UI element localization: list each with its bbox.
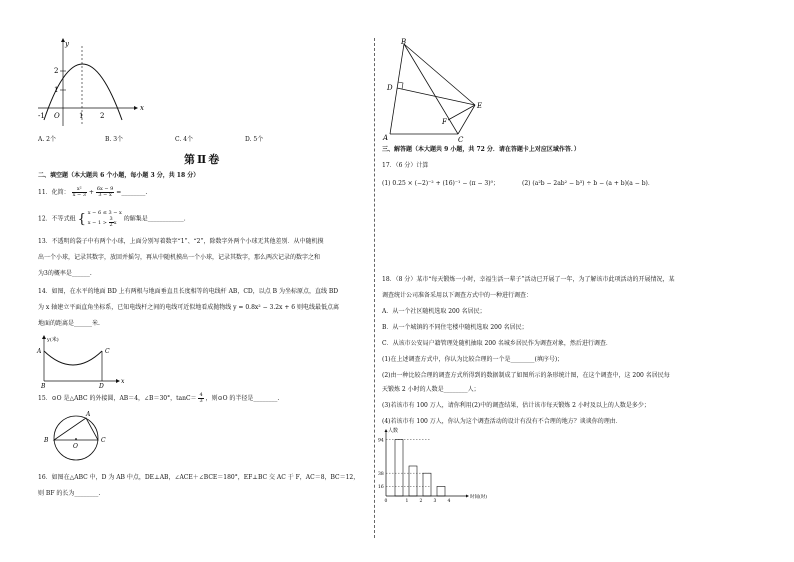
chart-y-label: 人数	[388, 428, 399, 434]
question-13-line-2: 出一个小球，记录其数字，放回并摇匀，再从中随机摸出一个小球，记录其数字，那么两次记录的数字之和	[38, 254, 321, 261]
svg-text:E: E	[477, 102, 483, 110]
solve-header: 三、解答题（本大题共 9 小题，共 72 分．请在答题卡上对应区域作答．）	[382, 146, 580, 153]
chart-x-label: 时间(时)	[470, 495, 488, 500]
question-14-line-1: 14．如图，在水平的地面 BD 上有两根与地面垂直且长度相等的电线杆 AB，CD，以点 B 为坐标原点，直线 BD	[38, 288, 339, 295]
q11-fraction-1: $\frac{\text{x²}}{x - 3}$	[72, 186, 86, 198]
right-column	[378, 0, 794, 562]
question-17-part-2: (2) (a²b − 2ab² − b³) ÷ b − (a + b)(a − b)．	[522, 180, 654, 187]
section-2-title: 第Ⅱ卷	[184, 153, 222, 166]
circumcircle-figure	[38, 406, 118, 466]
question-12: 12．不等式组 { x − 6 ≤ 3 − x x − 1 > $\frac{3}{2}$ x 的解集是____________.	[38, 210, 186, 228]
graph14-y-label: y(米)	[47, 337, 59, 343]
bar-1	[395, 440, 403, 496]
question-16-line-2: 则 BF 的长为________.	[38, 490, 101, 497]
x-tick-4: 4	[447, 499, 451, 504]
question-14-line-3: 地面的距离是______米.	[38, 320, 100, 327]
y-axis-label: y	[65, 40, 69, 48]
power-line-graph	[36, 337, 126, 389]
question-18-sub-2a: (2)由一种比较合理的调查方式所得到的数据制成了如图所示的条形统计图，在这个调查中，这 200 名居民每	[382, 372, 670, 379]
bar-3	[423, 473, 431, 496]
svg-text:x: x	[121, 378, 125, 385]
origin-label: O	[54, 112, 60, 120]
question-18-sub-4: (4)若该市有 100 万人，你认为这个调查活动的设计有没有不合理的地方？谈谈你的理由．	[382, 418, 622, 425]
svg-text:A: A	[86, 411, 91, 418]
question-17-part-1: (1) 0.25 × (−2)⁻² + (16)⁻¹ − (π − 3)⁰；	[382, 180, 499, 187]
parabola-graph	[34, 38, 144, 128]
q10-option-a: A. 2个	[38, 136, 56, 143]
svg-text:F: F	[442, 118, 447, 126]
svg-text:A: A	[37, 348, 42, 355]
x-tick-1: 1	[79, 112, 84, 120]
question-16-line-1: 16．如图在△ABC 中，D 为 AB 中点，DE⊥AB，∠ACE＋∠BCE＝180°，EF⊥BC 交 AC 于 F，AC＝8，BC＝12，	[38, 474, 360, 481]
left-column	[0, 0, 372, 562]
x-tick-3: 3	[433, 499, 437, 504]
question-18-sub-3: (3)若该市有 100 万人，请你利用(2)中的调查结果，估计该市每天锻炼 2 小时及以上的人数是多少；	[382, 402, 650, 409]
y-tick-1: 1	[54, 86, 59, 94]
bar-2	[409, 466, 417, 496]
q10-option-b: B. 3个	[105, 136, 124, 143]
svg-text:C: C	[101, 437, 106, 444]
y-tick-94: 94	[378, 438, 384, 444]
svg-text:B: B	[41, 383, 46, 390]
triangle-figure-q16	[380, 38, 490, 144]
q10-option-d: D. 5个	[245, 136, 264, 143]
svg-text:D: D	[99, 383, 104, 390]
q11-fraction-2: $\frac{6x - 9}{3 - x}$	[96, 186, 114, 198]
question-18-sub-2b: 天锻炼 2 小时的人数是________人；	[382, 386, 480, 393]
svg-text:C: C	[105, 348, 110, 355]
cable-curve	[44, 351, 102, 365]
question-18-line-2: 调查统计公司准备采用以下调查方式中的一种进行调查：	[382, 292, 533, 299]
svg-text:B: B	[44, 437, 49, 444]
question-18-sub-1: (1)在上述调查方式中，你认为比较合理的一个是________(填序号)；	[382, 356, 564, 363]
question-11: 11．化简： $\frac{\text{x²}}{x - 3}$ + $\frac{6x - 9}{3 - x}$ =________.	[38, 186, 148, 198]
question-18-line-1: 18．（8 分）某市“每天锻炼一小时，幸福生活一辈子”活动已开展了一年，为了解该市此项活动的开展情况，某	[382, 276, 675, 283]
x-tick-2: 2	[419, 499, 423, 504]
q12-system: x − 6 ≤ 3 − x x − 1 > $\frac{3}{2}$ x	[87, 210, 122, 228]
x-tick-2: 2	[100, 112, 105, 120]
svg-text:D: D	[387, 84, 393, 92]
question-14-line-2: 为 x 轴建立平面直角坐标系，已知电线杆之间的电线可近似地看成抛物线 y = 0.8x² − 3.2x + 6 则电线最低点离	[38, 304, 340, 311]
q12-brace: {	[77, 211, 86, 227]
y-tick-2: 2	[54, 67, 59, 75]
question-15: 15．⊙O 是△ABC 的外接圆，AB＝4，∠B＝30°，tanC＝ $\frac{4}{3}$ ，则⊙O 的半径是________.	[38, 392, 280, 404]
svg-text:O: O	[73, 443, 78, 450]
svg-text:C: C	[458, 136, 464, 144]
x-tick-minus1: -1	[38, 112, 45, 120]
bar-4	[437, 486, 445, 496]
question-18-option-a: A．从一个社区随机选取 200 名居民；	[382, 308, 486, 315]
svg-text:A: A	[383, 134, 389, 142]
fill-in-header: 二、填空题（本大题共 6 个小题，每小题 3 分，共 18 分）	[38, 172, 200, 179]
question-18-option-b: B．从一个城镇的不同住宅楼中随机选取 200 名居民；	[382, 324, 528, 331]
svg-text:B: B	[401, 38, 407, 46]
x-axis-arrow	[134, 106, 138, 110]
y-tick-16: 16	[378, 485, 384, 491]
bar-chart	[378, 428, 488, 508]
question-13-line-3: 为3的概率是______.	[38, 270, 92, 277]
x-tick-1: 1	[405, 499, 409, 504]
x-axis-label: x	[140, 104, 144, 112]
column-divider	[374, 38, 375, 538]
y-tick-38: 38	[378, 472, 384, 477]
question-17-title: 17．（6 分）计算	[382, 162, 429, 169]
q10-option-c: C. 4个	[175, 136, 194, 143]
question-18-option-c: C．从该市公安局户籍管理处随机抽取 200 名城乡居民作为调查对象，然后进行调查．	[382, 340, 612, 347]
x-tick-0: 0	[384, 499, 388, 504]
question-13-line-1: 13．不透明的袋子中有两个小球，上面分别写着数字“1”、“2”，除数字外两个小球无其他差别．从中随机摸	[38, 238, 324, 245]
